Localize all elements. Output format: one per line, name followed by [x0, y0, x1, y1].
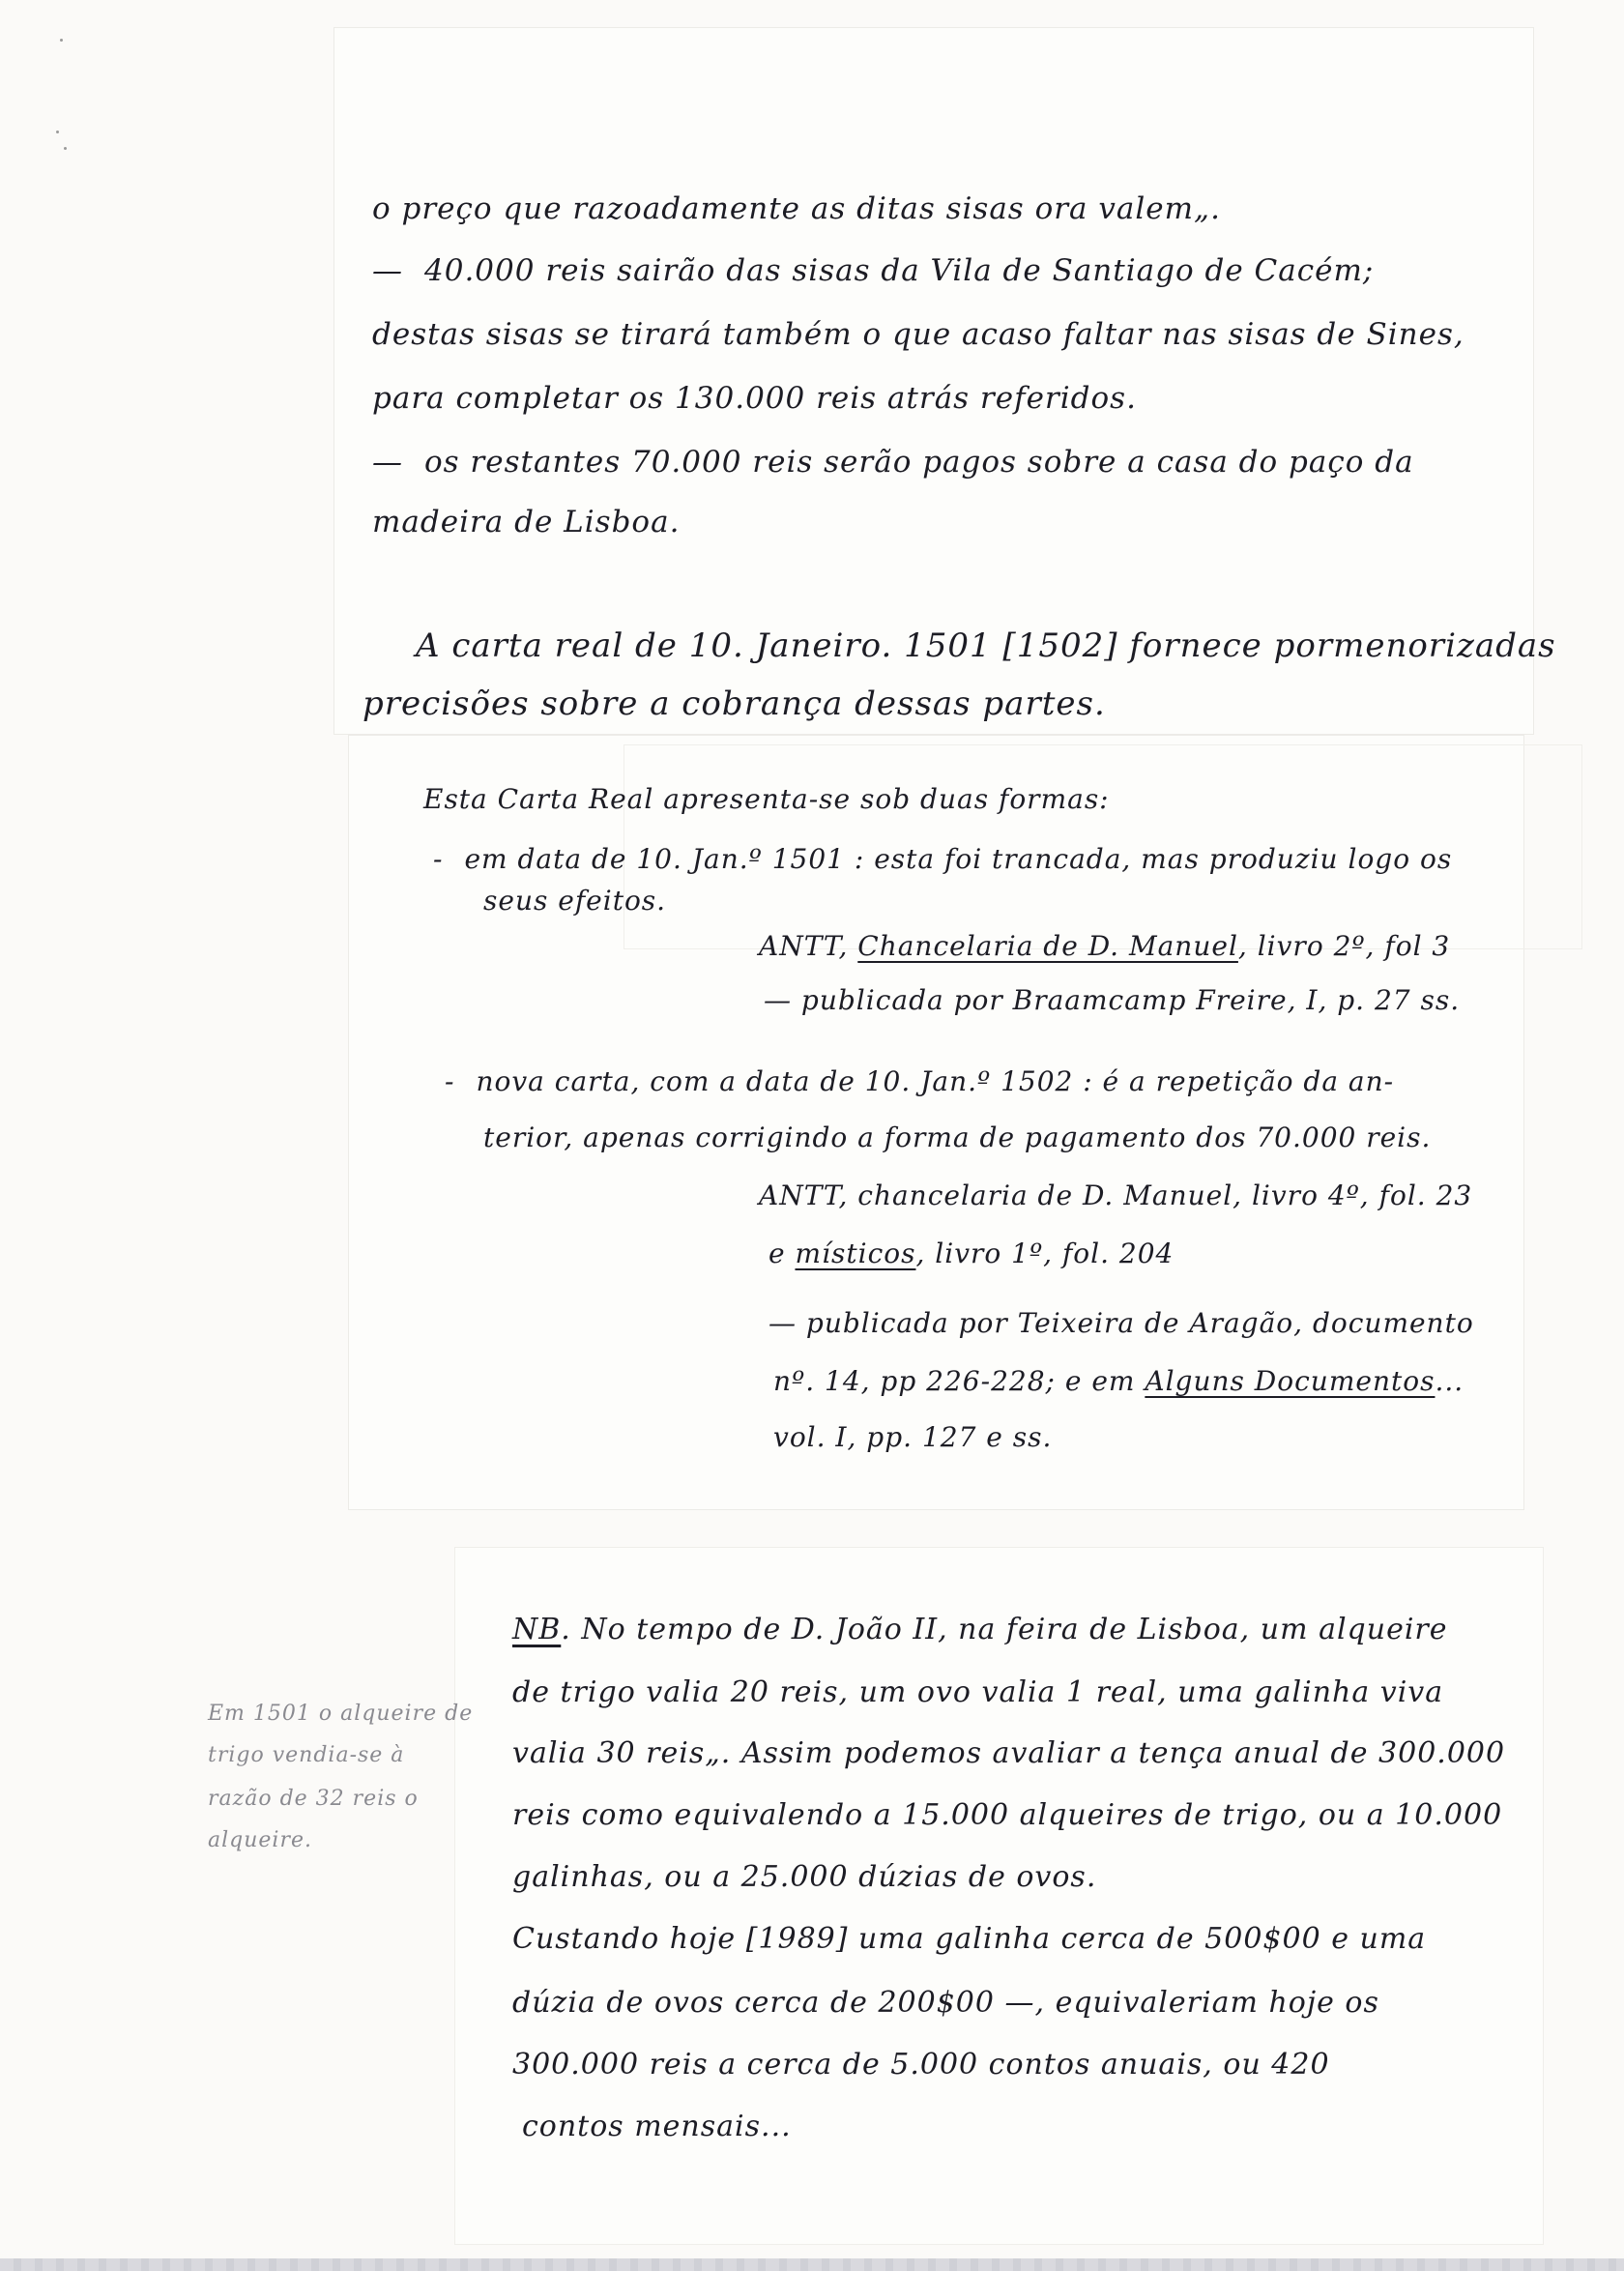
carta-item-2-line-2: terior, apenas corrigindo a forma de pagamento dos 70.000 reis. — [483, 1121, 1432, 1153]
published-title: Alguns Documentos — [1145, 1365, 1436, 1397]
carta-item-1-published: — publicada por Braamcamp Freire, I, p. 27 ss. — [764, 984, 1461, 1016]
margin-note-line-2: trigo vendia-se à — [208, 1743, 405, 1767]
paper-speck — [56, 131, 59, 133]
margin-note-line-1: Em 1501 o alqueire de — [208, 1702, 474, 1726]
margin-note-line-3: razão de 32 reis o — [208, 1787, 419, 1811]
paragraph-1-line-6: madeira de Lisboa. — [372, 505, 681, 539]
nb-line-8: 300.000 reis a cerca de 5.000 contos anuais, ou 420 — [512, 2048, 1330, 2082]
carta-item-1-line-1 — [433, 843, 1452, 875]
carta-item-2-published-1: — publicada por Teixeira de Aragão, documento — [768, 1307, 1474, 1339]
carta-item-1-line-2: seus efeitos. — [483, 885, 667, 917]
reference-title: místicos — [795, 1237, 916, 1269]
published-suffix: ... — [1435, 1365, 1464, 1397]
nb-line-1-text: . No tempo de D. João II, na feira de Lisboa, um alqueire — [561, 1613, 1448, 1646]
carta-item-2-reference-1: ANTT, chancelaria de D. Manuel, livro 4º, fol. 23 — [759, 1179, 1473, 1211]
paragraph-1-line-1: o preço que razoadamente as ditas sisas ora valem„. — [372, 191, 1221, 226]
reference-archive: ANTT, — [759, 930, 858, 962]
dash-mark: — — [372, 445, 403, 480]
dash-mark: — — [372, 253, 403, 288]
paper-speck — [60, 39, 63, 42]
carta-item-1-line-1-text: em data de 10. Jan.º 1501 : esta foi trancada, mas produziu logo os — [464, 843, 1453, 875]
paragraph-2-line-2: precisões sobre a cobrança dessas partes. — [362, 684, 1106, 723]
paragraph-1-line-5-text: os restantes 70.000 reis serão pagos sobre a casa do paço da — [424, 445, 1414, 480]
nb-label: NB — [512, 1613, 562, 1646]
paper-speck — [64, 147, 67, 150]
nb-line-1 — [512, 1613, 1448, 1646]
reference-title: Chancelaria de D. Manuel — [857, 930, 1238, 962]
carta-item-2-line-1 — [445, 1065, 1394, 1097]
nb-line-6: Custando hoje [1989] uma galinha cerca de 500$00 e uma — [512, 1922, 1427, 1956]
nb-line-9: contos mensais... — [522, 2110, 792, 2143]
carta-item-1-reference — [759, 930, 1450, 962]
paragraph-1-line-3: destas sisas se tirará também o que acaso faltar nas sisas de Sines, — [372, 317, 1464, 352]
dash-mark: - — [433, 843, 444, 875]
carta-item-2-published-2 — [773, 1365, 1464, 1397]
reference-location: , livro 2º, fol 3 — [1237, 930, 1451, 962]
nb-line-4: reis como equivalendo a 15.000 alqueires de trigo, ou a 10.000 — [512, 1798, 1503, 1832]
paragraph-2-line-1: A carta real de 10. Janeiro. 1501 [1502] fornece pormenorizadas — [416, 626, 1556, 665]
reference-prefix: e — [768, 1237, 796, 1269]
nb-line-7: dúzia de ovos cerca de 200$00 —, equivaleriam hoje os — [512, 1986, 1379, 2020]
nb-line-3: valia 30 reis„. Assim podemos avaliar a tença anual de 300.000 — [512, 1736, 1506, 1770]
paragraph-1-line-5 — [372, 445, 1414, 480]
paragraph-1-line-4: para completar os 130.000 reis atrás referidos. — [372, 381, 1137, 416]
carta-note-intro: Esta Carta Real apresenta-se sob duas formas: — [423, 783, 1110, 815]
margin-note-line-4: alqueire. — [208, 1828, 312, 1852]
dash-mark: - — [445, 1065, 455, 1097]
paragraph-1-line-2 — [372, 253, 1374, 288]
carta-item-2-reference-2 — [768, 1237, 1174, 1269]
reference-location: , livro 1º, fol. 204 — [915, 1237, 1174, 1269]
nb-line-2: de trigo valia 20 reis, um ovo valia 1 real, uma galinha viva — [512, 1675, 1444, 1709]
paragraph-1-line-2-text: 40.000 reis sairão das sisas da Vila de Santiago de Cacém; — [424, 253, 1375, 288]
carta-item-2-line-1-text: nova carta, com a data de 10. Jan.º 1502 : é a repetição da an- — [476, 1065, 1395, 1097]
published-prefix: nº. 14, pp 226-228; e em — [773, 1365, 1146, 1397]
nb-line-5: galinhas, ou a 25.000 dúzias de ovos. — [512, 1860, 1097, 1894]
scan-bottom-edge — [0, 2258, 1624, 2271]
carta-item-2-published-3: vol. I, pp. 127 e ss. — [773, 1421, 1053, 1453]
